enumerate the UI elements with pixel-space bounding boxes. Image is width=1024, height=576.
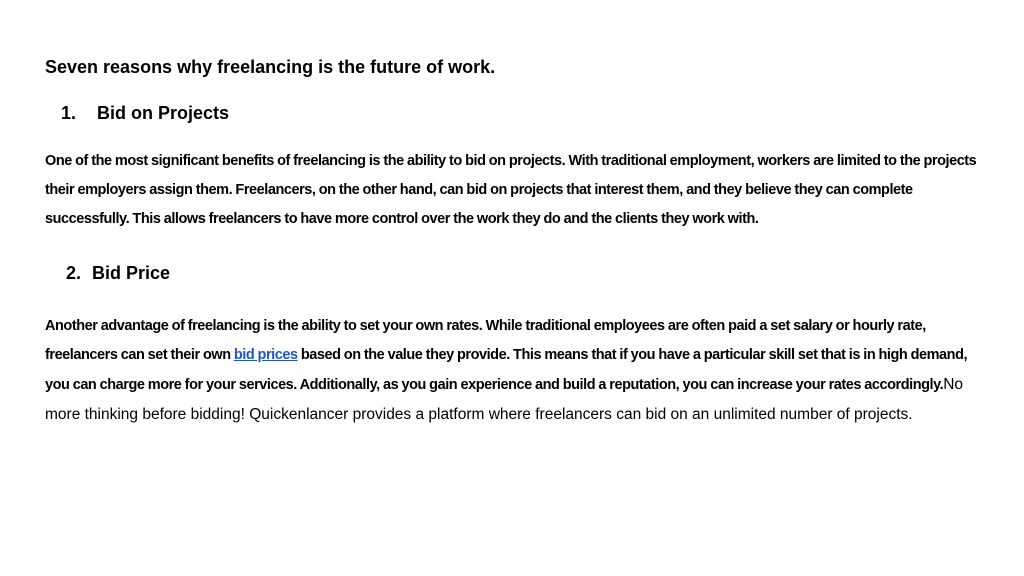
paragraph-text-before-link: Another advantage of freelancing is the ability to set your own rates. While traditional employees are often paid a set salary or hourly rate, freelancers can set their own	[45, 318, 926, 363]
section-heading-text: Bid Price	[92, 263, 171, 283]
section-paragraph-bid-price	[45, 312, 985, 430]
paragraph-text: One of the most significant benefits of freelancing is the ability to bid on projects. With traditional employment, workers are limited to the projects their employers assign them. Freelancers, on the other hand, can bid on projects that interest them, and they believe they can complete successfully. This allows freelancers to have more control over the work they do and the clients they work with.	[45, 153, 977, 227]
section-number: 1.	[61, 103, 77, 123]
paragraph-plain-text: No more thinking before bidding! Quickenlancer provides a platform where freelancers can bid on an unlimited number of projects.	[45, 376, 964, 423]
section-heading-bid-price	[66, 263, 170, 284]
paragraph-text-after-link: based on the value they provide. This means that if you have a particular skill set that is in high demand, you can charge more for your services. Additionally, as you gain experience and build a reputation, you can increase your rates accordingly.	[45, 347, 968, 393]
section-paragraph-bid-on-projects	[45, 147, 985, 234]
section-heading-bid-on-projects	[61, 103, 229, 124]
section-number: 2.	[66, 263, 82, 283]
document-title: Seven reasons why freelancing is the future of work.	[45, 57, 496, 77]
bid-prices-link[interactable]: bid prices	[233, 347, 298, 363]
section-heading-text: Bid on Projects	[97, 103, 230, 123]
